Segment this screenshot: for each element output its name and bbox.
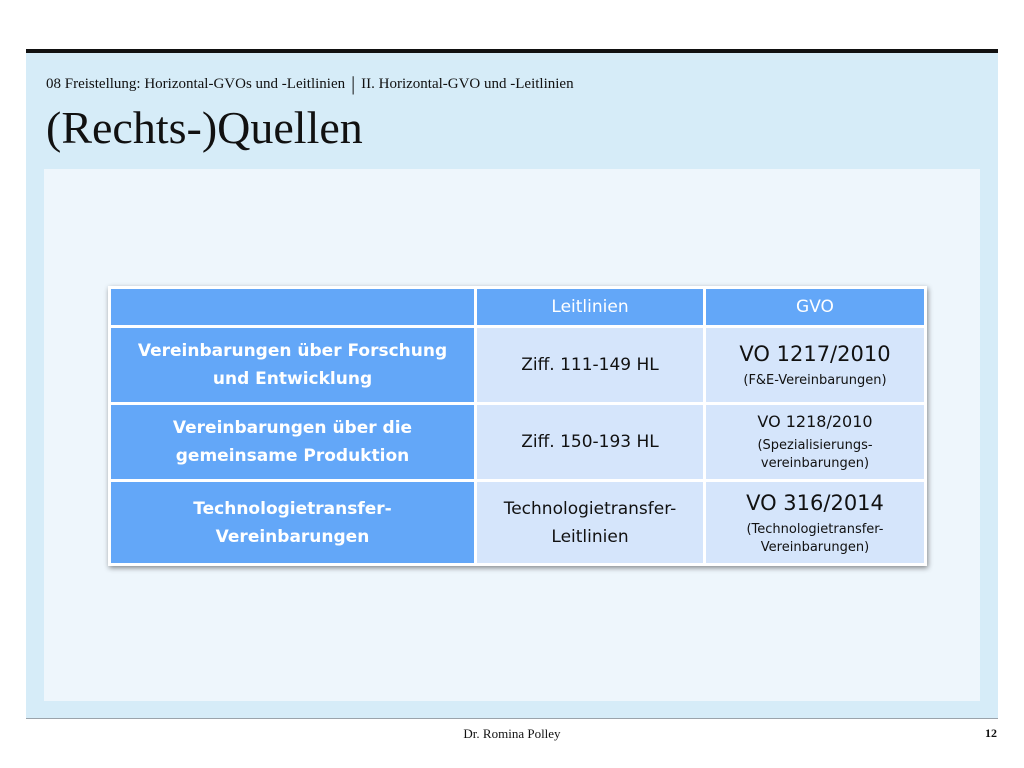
- footer-author: Dr. Romina Polley: [463, 726, 561, 741]
- leitlinien-line: Technologietransfer-: [503, 498, 677, 519]
- row-label-line: Vereinbarungen: [215, 526, 370, 547]
- sources-table: [108, 286, 927, 566]
- gvo-note-line: (F&E-Vereinbarungen): [743, 373, 887, 388]
- row-label: [111, 405, 474, 479]
- leitlinien-cell: [477, 482, 703, 563]
- row-label-line: Vereinbarungen über die: [172, 418, 413, 438]
- table-row: [111, 405, 924, 479]
- table-row: [111, 482, 924, 563]
- gvo-regulation: VO 316/2014: [746, 490, 884, 515]
- leitlinien-cell: [477, 405, 703, 479]
- page-title: (Rechts-)Quellen: [46, 102, 363, 153]
- header-cell-leitlinien: Leitlinien: [477, 289, 703, 325]
- gvo-note-line: vereinbarungen): [760, 456, 870, 471]
- content-area: [44, 169, 980, 701]
- table-header-row: [111, 289, 924, 325]
- row-label-line: Technologietransfer-: [193, 498, 392, 519]
- gvo-note-line: (Spezialisierungs-: [757, 438, 873, 453]
- gvo-cell: [706, 328, 924, 402]
- slide: [26, 49, 998, 718]
- header-cell-empty: [111, 289, 474, 325]
- gvo-cell: [706, 405, 924, 479]
- leitlinien-line: Leitlinien: [551, 526, 629, 547]
- table-row: [111, 328, 924, 402]
- gvo-note-line: (Technologietransfer-: [746, 521, 884, 537]
- footer-divider: [26, 718, 998, 719]
- row-label-line: und Entwicklung: [212, 369, 373, 389]
- leitlinien-line: Ziff. 111-149 HL: [521, 355, 659, 375]
- row-label-line: gemeinsame Produktion: [175, 446, 410, 466]
- gvo-note-line: Vereinbarungen): [760, 539, 870, 555]
- breadcrumb: [46, 73, 574, 96]
- gvo-cell: [706, 482, 924, 563]
- leitlinien-line: Ziff. 150-193 HL: [521, 432, 659, 452]
- gvo-regulation: VO 1217/2010: [739, 342, 891, 366]
- breadcrumb-separator: |: [351, 73, 356, 95]
- breadcrumb-section: 08 Freistellung: Horizontal-GVOs und -Leitlinien: [46, 76, 346, 92]
- row-label: [111, 328, 474, 402]
- page-number: 12: [985, 726, 997, 740]
- row-label: [111, 482, 474, 563]
- gvo-regulation: VO 1218/2010: [757, 412, 873, 431]
- row-label-line: Vereinbarungen über Forschung: [137, 341, 448, 361]
- breadcrumb-subsection: II. Horizontal-GVO und -Leitlinien: [361, 76, 574, 92]
- header-cell-gvo: GVO: [706, 289, 924, 325]
- leitlinien-cell: [477, 328, 703, 402]
